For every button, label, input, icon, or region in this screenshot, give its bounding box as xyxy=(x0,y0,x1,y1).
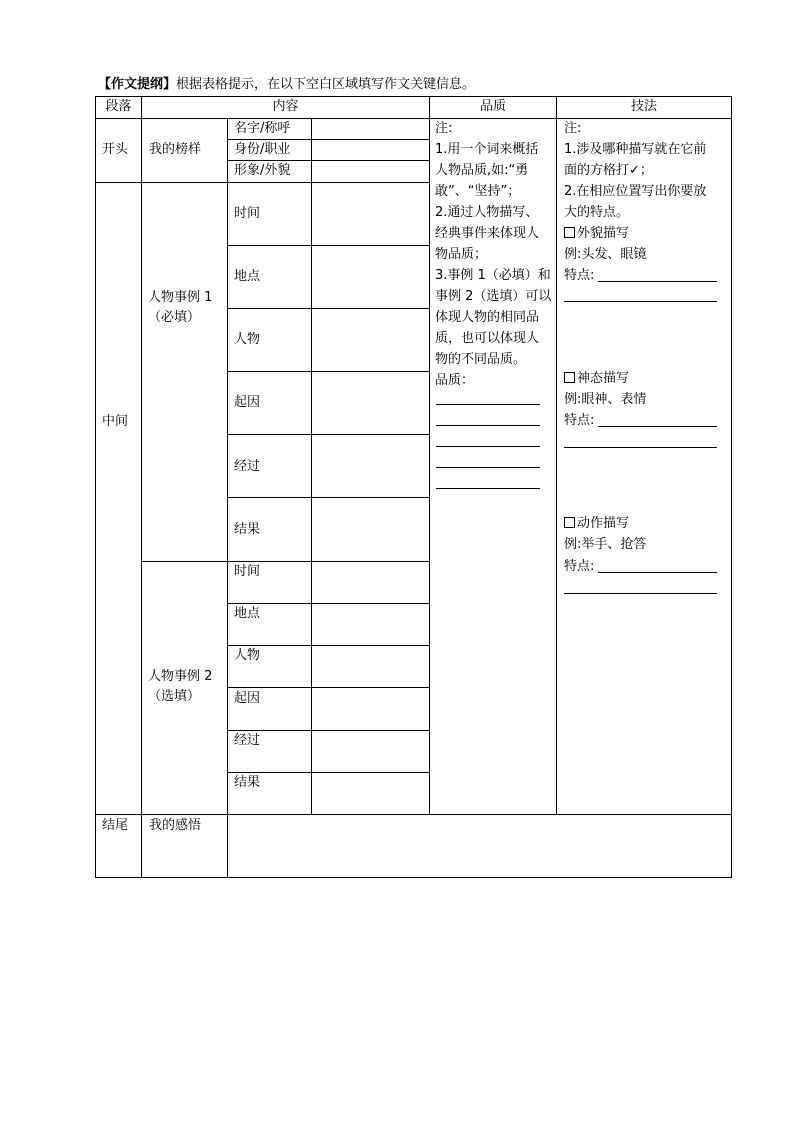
opening-field-identity: 身份/职业 xyxy=(234,142,291,157)
case1-field-people: 人物 xyxy=(234,332,261,347)
case1-field-place: 地点 xyxy=(234,269,261,284)
quality-blank-line-3[interactable] xyxy=(436,446,540,447)
case2-field-time: 时间 xyxy=(234,564,261,579)
case1-label: 人物事例 1 xyxy=(148,290,213,305)
action-feature-label: 特点: xyxy=(564,559,595,574)
quality-note-9: 体现人物的相同品 xyxy=(435,310,540,325)
worksheet-title xyxy=(98,76,475,94)
case1-field-cause: 起因 xyxy=(234,395,261,410)
case2-field-process: 经过 xyxy=(234,733,261,748)
quality-blank-line-2[interactable] xyxy=(436,425,540,426)
col-divider-label xyxy=(227,118,228,878)
middle-section-label: 中间 xyxy=(102,414,129,429)
expression-label: 神态描写 xyxy=(577,371,630,386)
expression-feature-line-1[interactable] xyxy=(598,426,717,427)
case2-row-line-3 xyxy=(227,687,430,688)
col-divider-section xyxy=(141,96,142,878)
expression-checkbox[interactable] xyxy=(564,372,575,383)
action-label: 动作描写 xyxy=(577,516,630,531)
quality-note-8: 事例 2（选填）可以 xyxy=(435,289,552,304)
case1-row-line-4 xyxy=(227,434,430,435)
quality-note-10: 质，也可以体现人 xyxy=(435,331,540,346)
case2-optional: （选填） xyxy=(148,689,201,704)
action-checkbox[interactable] xyxy=(564,517,575,528)
case2-field-people: 人物 xyxy=(234,648,261,663)
appearance-checkbox[interactable] xyxy=(564,227,575,238)
opening-section-label: 开头 xyxy=(102,142,129,157)
title-text: 根据表格提示，在以下空白区域填写作文关键信息。 xyxy=(176,77,476,92)
technique-action xyxy=(564,514,629,534)
quality-blank-line-4[interactable] xyxy=(436,467,540,468)
quality-note-1: 1.用一个词来概括 xyxy=(435,142,539,157)
ending-section-label: 结尾 xyxy=(102,818,129,833)
case1-field-result: 结果 xyxy=(234,522,261,537)
header-section: 段落 xyxy=(105,99,132,114)
col-divider-technique xyxy=(556,96,557,815)
opening-label: 我的榜样 xyxy=(149,142,202,157)
case1-row-line-2 xyxy=(227,308,430,309)
action-example: 例:举手、抢答 xyxy=(564,537,647,552)
col-divider-field xyxy=(311,118,312,814)
header-technique: 技法 xyxy=(630,99,657,114)
col-divider-quality xyxy=(429,96,430,815)
case1-row-line-1 xyxy=(227,245,430,246)
appearance-label: 外貌描写 xyxy=(577,226,630,241)
case1-required: （必填） xyxy=(148,310,201,325)
table-bottom-border xyxy=(95,877,732,878)
quality-note-11: 物的不同品质。 xyxy=(435,352,527,367)
header-quality: 品质 xyxy=(479,99,506,114)
technique-appearance xyxy=(564,224,629,244)
quality-note-12: 品质： xyxy=(435,373,475,388)
opening-field-appearance: 形象/外貌 xyxy=(234,163,291,178)
table-right-border xyxy=(731,96,732,878)
expression-feature-line-2[interactable] xyxy=(564,447,717,448)
expression-feature-label: 特点: xyxy=(564,413,595,428)
expression-example: 例:眼神、表情 xyxy=(564,392,647,407)
case2-field-result: 结果 xyxy=(234,775,261,790)
quality-blank-line-5[interactable] xyxy=(436,488,540,489)
case2-label: 人物事例 2 xyxy=(148,669,213,684)
header-content: 内容 xyxy=(272,99,299,114)
appearance-feature-label: 特点: xyxy=(564,268,595,283)
action-feature-line-1[interactable] xyxy=(598,572,717,573)
ending-label: 我的感悟 xyxy=(149,818,202,833)
appearance-example: 例:头发、眼镜 xyxy=(564,247,647,262)
header-divider xyxy=(95,118,732,119)
case1-row-line-5 xyxy=(227,497,430,498)
appearance-feature-line-2[interactable] xyxy=(564,301,717,302)
table-left-border xyxy=(95,96,96,878)
technique-note-3: 2.在相应位置写出你要放 xyxy=(564,184,707,199)
title-prefix: 【作文提纲】 xyxy=(98,77,177,92)
technique-note-2: 面的方格打✓； xyxy=(564,163,653,178)
case2-field-place: 地点 xyxy=(234,606,261,621)
case2-field-cause: 起因 xyxy=(234,691,261,706)
opening-bottom-line xyxy=(95,182,430,183)
action-feature-line-2[interactable] xyxy=(564,593,717,594)
quality-note-3: 敢”、“坚持”； xyxy=(435,184,521,199)
quality-note-2: 人物品质,如:“勇 xyxy=(435,163,529,178)
case1-row-line-3 xyxy=(227,371,430,372)
quality-note-5: 经典事件来体现人 xyxy=(435,226,540,241)
quality-note-4: 2.通过人物描写、 xyxy=(435,205,539,220)
appearance-feature-line-1[interactable] xyxy=(598,281,717,282)
technique-note-4: 大的特点。 xyxy=(564,205,630,220)
quality-note-6: 物品质； xyxy=(435,247,488,262)
quality-note-0: 注: xyxy=(435,121,453,136)
opening-field-name: 名字/称呼 xyxy=(234,121,291,136)
case1-field-process: 经过 xyxy=(234,459,261,474)
middle-bottom-line xyxy=(95,814,732,815)
quality-blank-line-1[interactable] xyxy=(436,404,540,405)
case1-field-time: 时间 xyxy=(234,206,261,221)
technique-note-1: 1.涉及哪种描写就在它前 xyxy=(564,142,707,157)
technique-expression xyxy=(564,369,629,389)
quality-note-7: 3.事例 1（必填）和 xyxy=(435,268,551,283)
technique-note-0: 注: xyxy=(564,121,582,136)
case-split-line xyxy=(141,561,430,562)
